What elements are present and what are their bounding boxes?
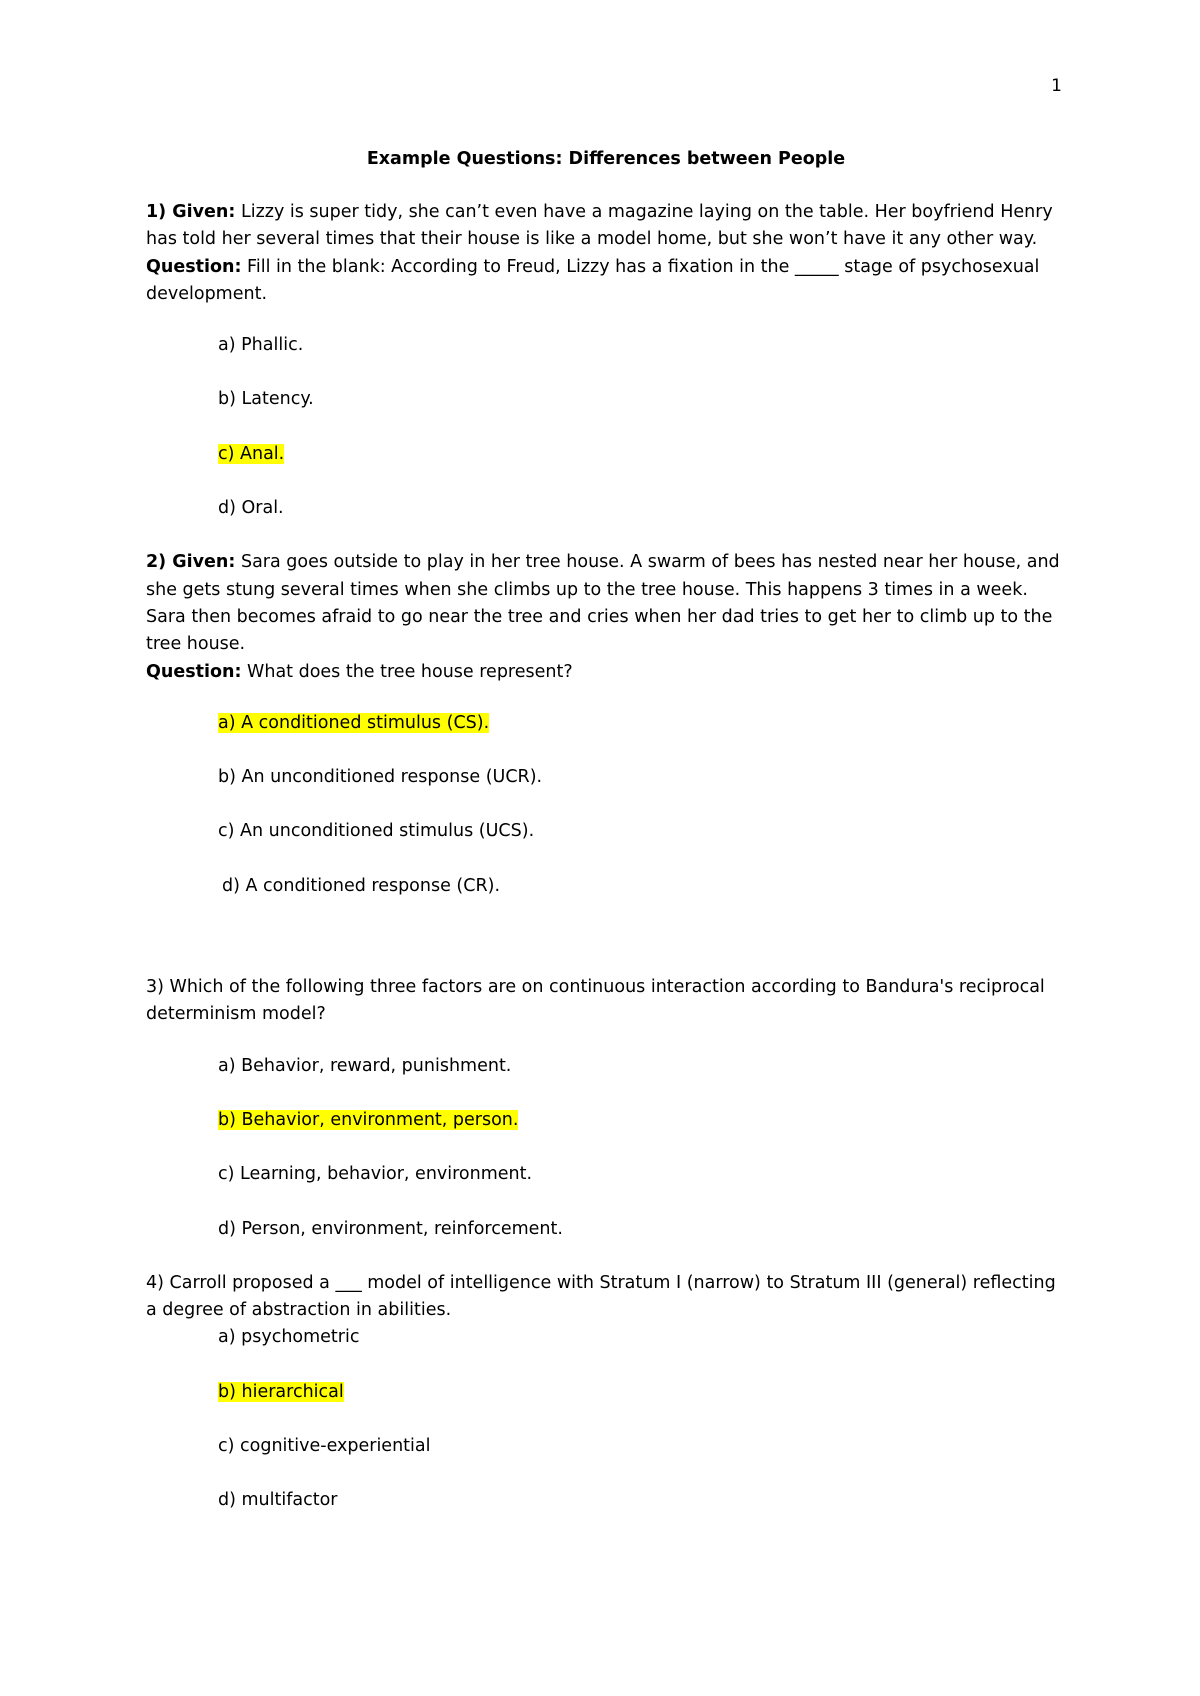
question-3 <box>146 974 1066 1243</box>
answer-option: b) Latency. <box>218 389 314 410</box>
spacer <box>146 927 1066 952</box>
question-4-text: 4) Carroll proposed a ___ model of intelligence with Stratum I (narrow) to Stratum III (general) reflecting a degree of abstraction in abilities. <box>146 1272 1056 1321</box>
question-4-answers <box>218 1324 1066 1514</box>
answer-option-highlighted: a) A conditioned stimulus (CS). <box>218 712 490 733</box>
answer-option: d) multifactor <box>218 1490 338 1511</box>
question-3-text: 3) Which of the following three factors are on continuous interaction according to Bandura's reciprocal determinism model? <box>146 977 1045 1025</box>
answer-option: c) An unconditioned stimulus (UCS). <box>218 821 535 842</box>
document-title: Example Questions: Differences between People <box>366 149 846 169</box>
answer-option: d) Oral. <box>218 498 284 519</box>
document-body <box>146 146 1066 1542</box>
answer-option: c) Learning, behavior, environment. <box>218 1164 533 1185</box>
question-2-prompt: Question: What does the tree house represent? <box>146 661 573 682</box>
answer-option: d) Person, environment, reinforcement. <box>218 1218 563 1239</box>
answer-option: a) psychometric <box>218 1327 360 1348</box>
question-4 <box>146 1270 1066 1515</box>
answer-option-highlighted: b) Behavior, environment, person. <box>218 1109 519 1130</box>
question-1-given: 1) Given: Lizzy is super tidy, she can’t even have a magazine laying on the table. Her boyfriend Henry has told her several times that their house is like a model home, but she won’t have it any other way. <box>146 202 1053 250</box>
question-2 <box>146 549 1066 900</box>
page-number: 1 <box>1051 76 1062 96</box>
question-1-answers <box>218 332 1066 522</box>
answer-option-highlighted: c) Anal. <box>218 443 285 464</box>
answer-option: a) Behavior, reward, punishment. <box>218 1055 512 1076</box>
answer-option: c) cognitive-experiential <box>218 1436 431 1457</box>
answer-option: d) A conditioned response (CR). <box>222 875 501 896</box>
question-2-given: 2) Given: Sara goes outside to play in her tree house. A swarm of bees has nested near her house, and she gets stung several times when she climbs up to the tree house. This happens 3 times in a week. Sara then becomes afraid to go near the tree and cries when her dad tries to get her to climb up to the tree house. <box>146 552 1060 655</box>
question-2-answers <box>218 710 1066 900</box>
answer-option: b) An unconditioned response (UCR). <box>218 767 543 788</box>
question-1-prompt: Question: Fill in the blank: According to Freud, Lizzy has a fixation in the _____ stage of psychosexual development. <box>146 256 1040 304</box>
question-3-answers <box>218 1053 1066 1243</box>
answer-option: a) Phallic. <box>218 335 304 356</box>
question-1 <box>146 199 1066 522</box>
answer-option-highlighted: b) hierarchical <box>218 1381 344 1402</box>
